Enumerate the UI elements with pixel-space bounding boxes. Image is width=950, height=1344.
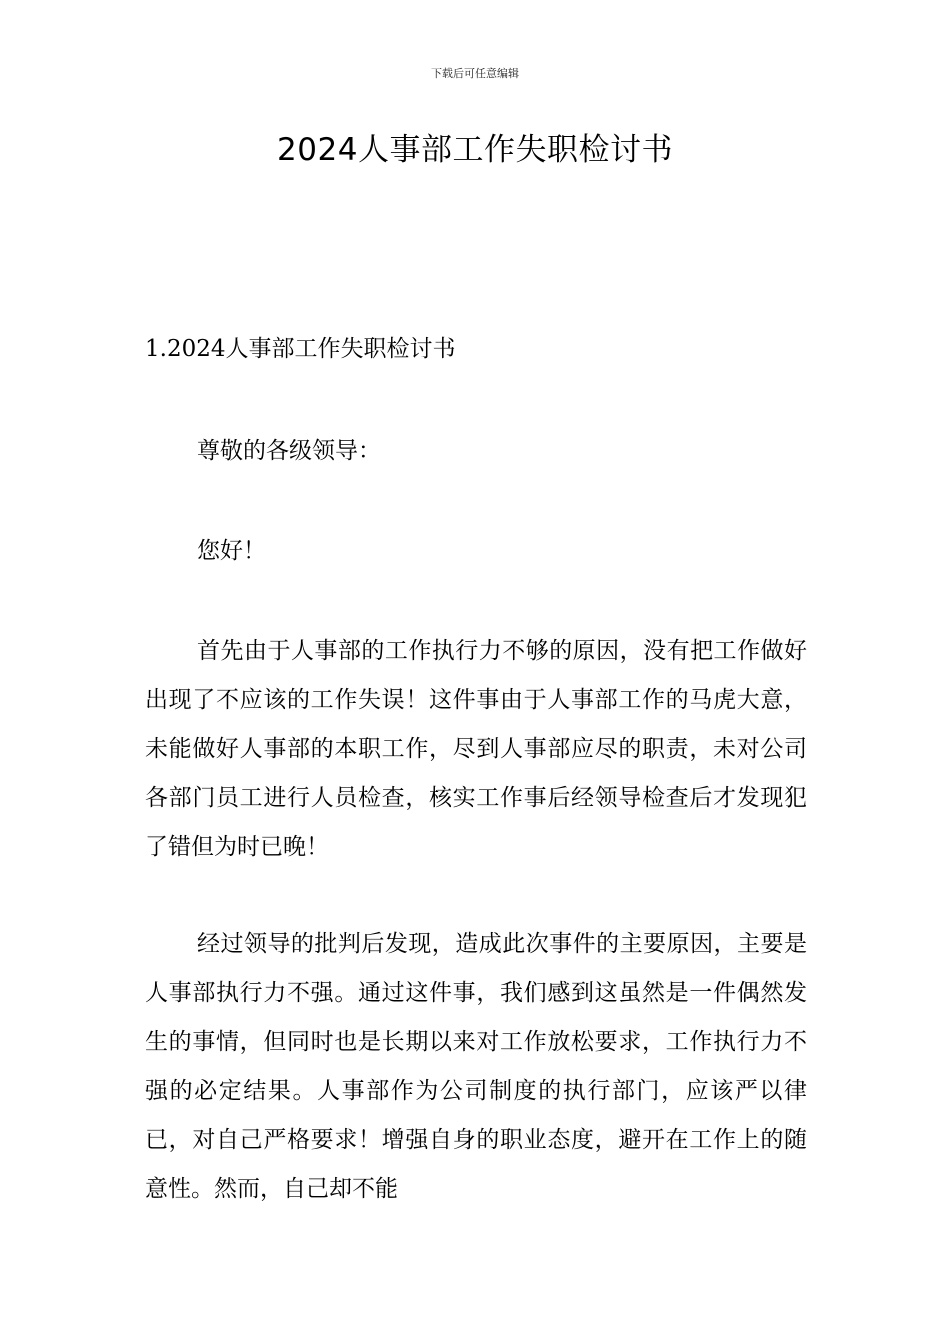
greeting: 您好！ bbox=[197, 538, 266, 564]
body-paragraph: 经过领导的批判后发现，造成此次事件的主要原因，主要是人事部执行力不强。通过这件事，我们感到这虽然是一件偶然发生的事情，但同时也是长期以来对工作放松要求，工作执行力不强的必定结果。人事部作为公司制度的执行部门，应该严以律已，对自己严格要求！增强自身的职业态度，避开在工作上的随意性。然而，自己却不能 bbox=[145, 931, 807, 1202]
section-heading: 1.2024人事部工作失职检讨书 bbox=[145, 336, 456, 362]
salutation: 尊敬的各级领导： bbox=[197, 438, 381, 464]
document-title: 2024人事部工作失职检讨书 bbox=[277, 132, 673, 168]
body-paragraph: 首先由于人事部的工作执行力不够的原因，没有把工作做好出现了不应该的工作失误！这件事由于人事部工作的马虎大意，未能做好人事部的本职工作，尽到人事部应尽的职责，未对公司各部门员工进行人员检查，核实工作事后经领导检查后才发现犯了错但为时已晚！ bbox=[145, 638, 807, 860]
header-note: 下载后可任意编辑 bbox=[431, 67, 519, 80]
